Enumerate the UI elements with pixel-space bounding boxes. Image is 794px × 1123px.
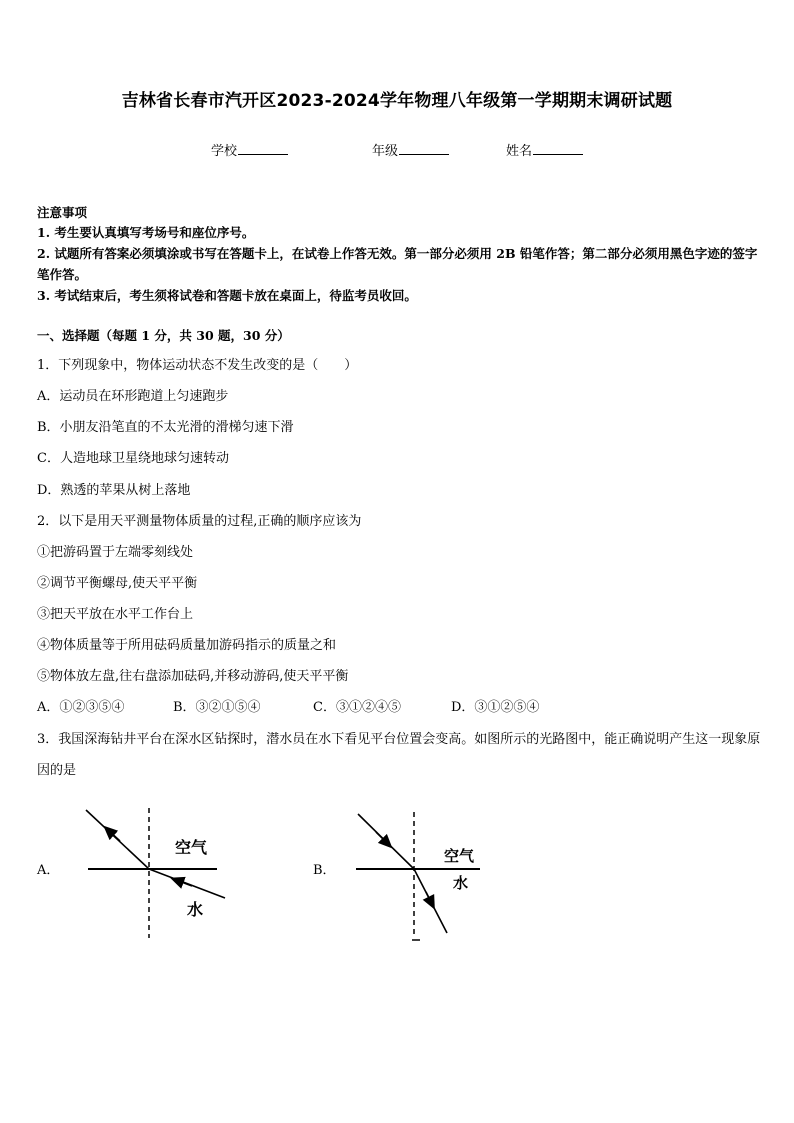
grade-blank[interactable] xyxy=(399,142,449,155)
option-a[interactable]: A．①②③⑤④ xyxy=(37,700,125,715)
step-item: ⑤物体放左盘,往右盘添加砝码,并移动游码,使天平平衡 xyxy=(37,669,349,684)
step-item: ①把游码置于左端零刻线处 xyxy=(37,545,194,560)
figure-b-diagram[interactable] xyxy=(350,808,490,943)
figure-b-label[interactable]: B． xyxy=(313,863,336,878)
option-c[interactable]: C．③①②④⑤ xyxy=(313,700,401,715)
step-item: ②调节平衡螺母,使天平平衡 xyxy=(37,576,198,591)
question-stem: 1．下列现象中，物体运动状态不发生改变的是（ ） xyxy=(37,358,358,373)
option-c[interactable]: C．人造地球卫星绕地球匀速转动 xyxy=(37,451,229,466)
figure-a-diagram[interactable] xyxy=(80,800,240,940)
name-field[interactable] xyxy=(506,140,583,159)
grade-label: 年级 xyxy=(372,144,399,159)
name-blank[interactable] xyxy=(533,142,583,155)
school-label: 学校 xyxy=(211,144,238,159)
notice-item: 3. 考试结束后，考生须将试卷和答题卡放在桌面上，待监考员收回。 xyxy=(37,288,417,303)
school-field[interactable] xyxy=(211,140,288,159)
school-blank[interactable] xyxy=(238,142,288,155)
air-label: 空气 xyxy=(175,838,208,857)
arrow-icon xyxy=(426,892,432,904)
notice-item: 2. 试题所有答案必须填涂或书写在答题卡上，在试卷上作答无效。第一部分必须用 2B 铅笔作答；第二部分必须用黑色字迹的签字笔作答。 xyxy=(37,246,758,282)
water-label: 水 xyxy=(187,900,204,919)
option-d[interactable]: D．③①②⑤④ xyxy=(451,700,540,715)
arrow-icon xyxy=(176,880,192,886)
question-stem: 2．以下是用天平测量物体质量的过程,正确的顺序应该为 xyxy=(37,514,362,529)
page-title: 吉林省长春市汽开区2023-2024学年物理八年级第一学期期末调研试题 xyxy=(121,91,673,111)
arrow-icon xyxy=(108,830,120,841)
air-label: 空气 xyxy=(444,847,475,865)
option-b[interactable]: B．小朋友沿笔直的不太光滑的滑梯匀速下滑 xyxy=(37,420,294,435)
step-item: ③把天平放在水平工作台上 xyxy=(37,607,194,622)
grade-field[interactable] xyxy=(372,140,449,159)
step-item: ④物体质量等于所用砝码质量加游码指示的质量之和 xyxy=(37,638,337,653)
question-stem: 3．我国深海钻井平台在深水区钻探时，潜水员在水下看见平台位置会变高。如图所示的光路图中，能正确说明产生这一现象原因的是 xyxy=(37,732,761,778)
water-label: 水 xyxy=(453,874,469,892)
notice-heading: 注意事项 xyxy=(37,205,88,220)
name-label: 姓名 xyxy=(506,144,533,159)
arrow-icon xyxy=(376,832,388,844)
option-b[interactable]: B．③②①⑤④ xyxy=(173,700,261,715)
section-heading: 一、选择题（每题 1 分，共 30 题，30 分） xyxy=(37,328,290,343)
figure-a-label[interactable]: A． xyxy=(37,863,60,878)
option-a[interactable]: A．运动员在环形跑道上匀速跑步 xyxy=(37,389,229,404)
option-d[interactable]: D．熟透的苹果从树上落地 xyxy=(37,483,191,498)
notice-item: 1. 考生要认真填写考场号和座位序号。 xyxy=(37,225,255,240)
